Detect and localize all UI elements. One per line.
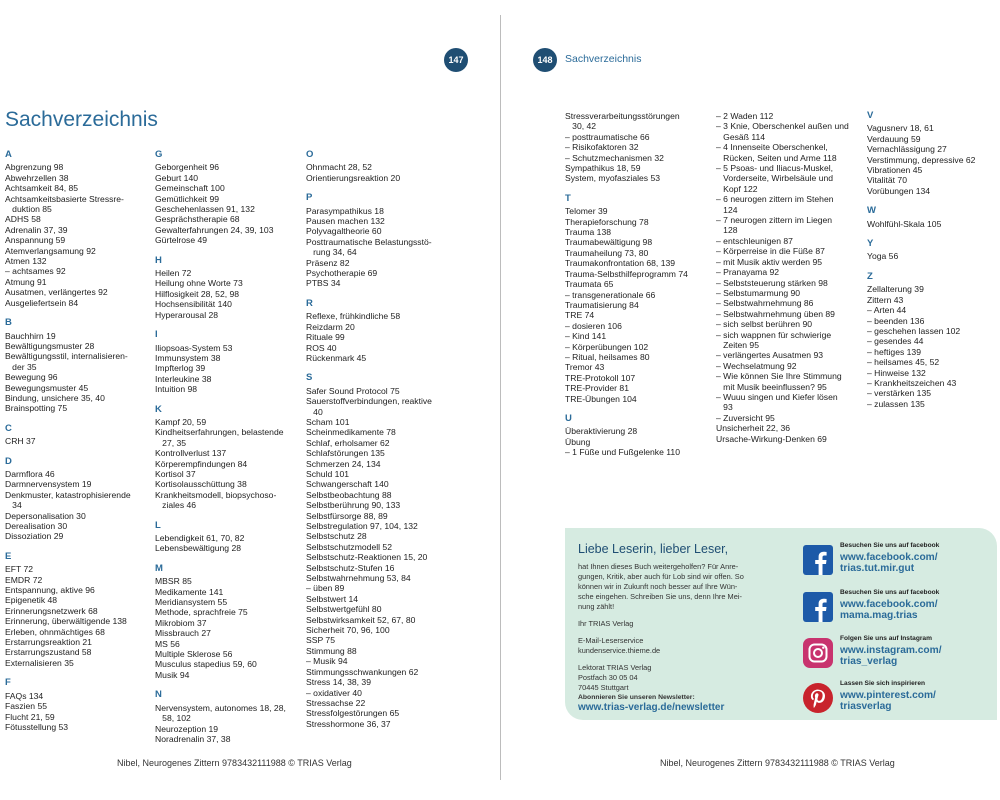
index-entry: 40 <box>306 406 323 417</box>
index-entry: Geschehenlassen 91, 132 <box>155 204 255 215</box>
index-entry: 27, 35 <box>155 437 187 448</box>
index-letter-heading: B <box>5 317 12 329</box>
index-letter-heading: P <box>306 192 313 204</box>
index-entry: – Hinweise 132 <box>867 367 926 378</box>
index-entry: Erstarrungsreaktion 21 <box>5 637 92 648</box>
index-entry: ADHS 58 <box>5 214 41 225</box>
index-entry: Entspannung, aktive 96 <box>5 585 95 596</box>
index-entry: Zittern 43 <box>867 294 904 305</box>
index-entry: Kindheitserfahrungen, belastende <box>155 427 284 438</box>
reader-box-line: Ihr TRIAS Verlag <box>578 619 634 628</box>
reader-service-box <box>565 528 997 720</box>
index-entry: Scheinmedikamente 78 <box>306 427 396 438</box>
index-entry: Selbstregulation 97, 104, 132 <box>306 521 418 531</box>
index-entry: – achtsames 92 <box>5 266 66 277</box>
index-entry: – dosieren 106 <box>565 320 622 331</box>
index-entry: Rückenmark 45 <box>306 352 367 363</box>
index-entry: – Zuversicht 95 <box>716 412 775 423</box>
index-entry: Pausen machen 132 <box>306 216 385 227</box>
index-entry: – 4 Innenseite Oberschenkel, <box>716 142 828 153</box>
reader-box-title: Liebe Leserin, lieber Leser, <box>578 542 729 556</box>
index-entry: Brainspotting 75 <box>5 403 68 414</box>
index-entry: – sich selbst berühren 90 <box>716 319 813 330</box>
index-entry: TRE-Übungen 104 <box>565 393 637 404</box>
index-entry: Ohnmacht 28, 52 <box>306 162 372 173</box>
index-entry: Musculus stapedius 59, 60 <box>155 659 257 670</box>
index-entry: Verdauung 59 <box>867 133 921 144</box>
index-entry: Heilung ohne Worte 73 <box>155 278 243 289</box>
index-entry: – Selbstwahrnehmung 86 <box>716 298 814 309</box>
index-entry: Lebensbewältigung 28 <box>155 543 242 554</box>
index-entry: Vibrationen 45 <box>867 165 923 176</box>
social-instagram[interactable] <box>803 635 993 673</box>
index-letter-heading: M <box>155 562 163 574</box>
index-column <box>306 150 456 729</box>
index-entry: Bewegungsmuster 45 <box>5 382 89 393</box>
index-entry: – Wie können Sie Ihre Stimmung <box>716 371 842 382</box>
index-entry: – 2 Waden 112 <box>716 111 774 121</box>
index-entry: ziales 46 <box>155 500 197 511</box>
index-entry: Bewegung 96 <box>5 372 58 383</box>
index-entry: – verstärken 135 <box>867 388 932 399</box>
index-letter-heading: Y <box>867 238 874 250</box>
index-entry: Gürtelrose 49 <box>155 235 208 246</box>
index-entry: – 3 Knie, Oberschenkel außen und <box>716 121 849 132</box>
index-letter-heading: I <box>155 329 158 341</box>
index-entry: – Risikofaktoren 32 <box>565 142 639 153</box>
index-heading: Sachverzeichnis <box>5 108 158 131</box>
index-entry: – 7 neurogen zittern im Liegen <box>716 215 833 226</box>
index-letter-heading: S <box>306 372 313 384</box>
index-entry: Ausatmen, verlängertes 92 <box>5 287 108 298</box>
index-entry: Vorderseite, Wirbelsäule und <box>716 173 834 184</box>
index-letter-heading: L <box>155 519 161 531</box>
index-entry: Stressfolgestörungen 65 <box>306 708 400 719</box>
facebook-icon <box>803 545 833 575</box>
index-entry: Fötusstellung 53 <box>5 721 69 732</box>
index-entry: – üben 89 <box>306 583 345 594</box>
index-entry: – gesendes 44 <box>867 336 924 347</box>
newsletter-label: Abonnieren Sie unseren Newsletter: <box>578 694 695 701</box>
index-entry: Kopf 122 <box>716 183 758 194</box>
index-entry: – Arten 44 <box>867 305 907 316</box>
index-entry: Präsenz 82 <box>306 257 350 268</box>
index-entry: – entschleunigen 87 <box>716 235 793 246</box>
index-letter-heading: K <box>155 403 162 415</box>
index-entry: Selbstschutz-Reaktionen 15, 20 <box>306 552 428 563</box>
index-entry: Impfterlog 39 <box>155 363 206 374</box>
index-entry: Multiple Sklerose 56 <box>155 649 233 660</box>
index-entry: Stressverarbeitungsstörungen <box>565 111 680 121</box>
index-entry: – Selbstwahrnehmung üben 89 <box>716 308 835 319</box>
index-entry: ROS 40 <box>306 342 337 353</box>
index-entry: Erleben, ohnmächtiges 68 <box>5 626 105 637</box>
index-entry: Ursache-Wirkung-Denken 69 <box>716 433 827 444</box>
social-label: Besuchen Sie uns auf facebook <box>840 589 940 596</box>
index-entry: Methode, sprachfreie 75 <box>155 607 248 618</box>
index-entry: Depersonalisation 30 <box>5 510 86 521</box>
index-entry: Zellalterung 39 <box>867 284 924 295</box>
index-letter-heading: E <box>5 550 12 562</box>
index-letter-heading: G <box>155 149 163 160</box>
index-entry: Vernachlässigung 27 <box>867 144 947 155</box>
index-entry: – beenden 136 <box>867 315 925 326</box>
index-entry: Safer Sound Protocol 75 <box>306 385 400 396</box>
index-entry: Flucht 21, 59 <box>5 711 55 722</box>
index-entry: Rücken, Seiten und Arme 118 <box>716 152 837 163</box>
reader-box-line: können wir in Zukunft noch besser auf Ihre Wün- <box>578 582 738 591</box>
index-entry: Vitalität 70 <box>867 175 907 186</box>
index-entry: 124 <box>716 204 738 215</box>
index-entry: EFT 72 <box>5 564 34 575</box>
index-entry: Hilflosigkeit 28, 52, 98 <box>155 288 240 299</box>
index-entry: Achtsamkeitsbasierte Stressre- <box>5 193 124 204</box>
index-entry: Dissoziation 29 <box>5 531 64 542</box>
index-letter-heading: D <box>5 455 12 467</box>
index-entry: – Selbstumarmung 90 <box>716 287 801 298</box>
reader-box-line: Lektorat TRIAS Verlag <box>578 663 652 672</box>
index-entry: Sicherheit 70, 96, 100 <box>306 625 390 636</box>
index-entry: Hyperarousal 28 <box>155 309 219 320</box>
index-entry: Erinnerungsnetzwerk 68 <box>5 605 98 616</box>
index-entry: – Körperreise in die Füße 87 <box>716 246 825 257</box>
reader-box-line: gungen, Kritik, aber auch für Lob sind wir offen. So <box>578 572 744 581</box>
index-entry: – 6 neurogen zittern im Stehen <box>716 194 834 205</box>
index-entry: – Musik 94 <box>306 656 348 667</box>
social-facebook-1[interactable] <box>803 542 993 580</box>
index-entry: SSP 75 <box>306 635 335 646</box>
index-entry: – Ritual, heilsames 80 <box>565 351 650 362</box>
index-letter-heading: H <box>155 254 162 266</box>
running-head: Sachverzeichnis <box>565 53 642 65</box>
index-entry: – heilsames 45, 52 <box>867 357 940 368</box>
index-entry: Interleukine 38 <box>155 373 212 384</box>
index-entry: Gemütlichkeit 99 <box>155 193 220 204</box>
index-entry: Stressachse 22 <box>306 697 366 708</box>
index-entry: Selbstschutzmodell 52 <box>306 541 392 552</box>
index-entry: Überaktivierung 28 <box>565 426 638 437</box>
index-entry: Selbstwert 14 <box>306 593 359 604</box>
reader-box-line: Postfach 30 05 04 <box>578 673 638 682</box>
newsletter-link[interactable]: www.trias-verlag.de/newsletter <box>578 702 725 713</box>
index-entry: – posttraumatische 66 <box>565 131 650 142</box>
index-column <box>716 111 861 444</box>
index-entry: Gesprächstherapie 68 <box>155 214 240 225</box>
index-entry: Erinnerung, überwältigende 138 <box>5 616 127 627</box>
social-label: Folgen Sie uns auf Instagram <box>840 635 932 642</box>
index-column <box>565 111 710 458</box>
index-entry: Polyvagaltheorie 60 <box>306 226 382 237</box>
index-entry: duktion 85 <box>5 204 52 215</box>
index-entry: mit Musik beeinflussen? 95 <box>716 381 827 392</box>
index-entry: – verlängertes Ausatmen 93 <box>716 350 824 361</box>
pinterest-icon <box>803 683 833 713</box>
index-entry: Traumabewältigung 98 <box>565 237 653 248</box>
index-entry: Selbstschutz-Stufen 16 <box>306 562 395 573</box>
index-entry: Darmnervensystem 19 <box>5 479 92 490</box>
index-entry: – oxidativer 40 <box>306 687 362 698</box>
index-entry: Missbrauch 27 <box>155 628 211 639</box>
index-entry: 30, 42 <box>565 121 597 132</box>
instagram-icon <box>803 638 833 668</box>
social-label: Besuchen Sie uns auf facebook <box>840 542 940 549</box>
index-entry: Verstimmung, depressive 62 <box>867 154 976 165</box>
index-entry: Traumatisierung 84 <box>565 299 639 310</box>
index-entry: PTBS 34 <box>306 278 341 289</box>
index-entry: – Selbststeuerung stärken 98 <box>716 277 828 288</box>
index-entry: – mit Musik aktiv werden 95 <box>716 256 823 267</box>
index-letter-heading: V <box>867 110 874 121</box>
index-entry: Geburt 140 <box>155 172 198 183</box>
footer-credit: Nibel, Neurogenes Zittern 9783432111988 © TRIAS Verlag <box>660 758 895 768</box>
index-entry: Atemverlangsamung 92 <box>5 245 96 256</box>
index-entry: Medikamente 141 <box>155 586 224 597</box>
index-entry: Meridiansystem 55 <box>155 597 228 608</box>
index-entry: 128 <box>716 225 738 236</box>
index-entry: Selbstwertgefühl 80 <box>306 604 382 615</box>
index-entry: Atmen 132 <box>5 256 47 267</box>
reader-box-line: sche eingehen. Schreiben Sie uns, denn Ihre Mei- <box>578 592 742 601</box>
index-entry: Yoga 56 <box>867 251 899 262</box>
index-entry: Geborgenheit 96 <box>155 162 220 173</box>
index-entry: der 35 <box>5 361 37 372</box>
page-number-badge: 147 <box>444 48 468 72</box>
index-entry: Traumaheilung 73, 80 <box>565 247 649 258</box>
index-entry: Stresshormone 36, 37 <box>306 718 391 729</box>
index-entry: 34 <box>5 500 22 511</box>
index-entry: FAQs 134 <box>5 690 44 701</box>
index-entry: Derealisation 30 <box>5 521 68 531</box>
index-entry: Orientierungsreaktion 20 <box>306 172 401 183</box>
index-entry: Stimmung 88 <box>306 645 357 656</box>
index-letter-heading: F <box>5 677 11 689</box>
index-entry: – Wuuu singen und Kiefer lösen <box>716 391 838 402</box>
index-entry: System, myofasziales 53 <box>565 173 661 184</box>
index-entry: Externalisieren 35 <box>5 657 74 668</box>
reader-box-line: hat Ihnen dieses Buch weitergeholfen? Für Anre- <box>578 562 739 571</box>
index-entry: Iliopsoas-System 53 <box>155 342 233 353</box>
reader-box-line: kundenservice.thieme.de <box>578 646 661 655</box>
index-entry: – geschehen lassen 102 <box>867 325 961 336</box>
index-entry: Adrenalin 37, 39 <box>5 224 68 235</box>
social-label: Lassen Sie sich inspirieren <box>840 680 926 687</box>
index-entry: – zulassen 135 <box>867 398 925 409</box>
index-entry: Noradrenalin 37, 38 <box>155 733 231 744</box>
index-entry: 93 <box>716 402 733 413</box>
index-entry: Hochsensibilität 140 <box>155 299 232 310</box>
index-column <box>155 150 300 744</box>
index-letter-heading: Z <box>867 270 873 282</box>
index-letter-heading: U <box>565 412 572 424</box>
reader-box-line: nung zählt! <box>578 602 615 611</box>
index-entry: Kortisol 37 <box>155 468 196 479</box>
index-entry: Heilen 72 <box>155 268 192 279</box>
index-entry: Stimmungsschwankungen 62 <box>306 666 419 677</box>
index-entry: – 5 Psoas- und Iliacus-Muskel, <box>716 163 834 174</box>
index-entry: Übung <box>565 436 591 447</box>
index-letter-heading: A <box>5 149 12 160</box>
index-entry: Immunsystem 38 <box>155 352 221 363</box>
index-entry: Traumata 65 <box>565 279 614 290</box>
facebook-icon <box>803 592 833 622</box>
index-entry: Trauma 138 <box>565 227 612 238</box>
reader-box-line: 70445 Stuttgart <box>578 683 629 692</box>
index-entry: Kontrollverlust 137 <box>155 448 227 459</box>
index-entry: Anspannung 59 <box>5 235 66 246</box>
index-entry: Selbstfürsorge 88, 89 <box>306 510 388 521</box>
index-entry: rung 34, 64 <box>306 247 357 258</box>
index-entry: Schuld 101 <box>306 468 350 479</box>
index-entry: Gemeinschaft 100 <box>155 183 225 194</box>
index-entry: Schwangerschaft 140 <box>306 479 389 490</box>
index-entry: Stress 14, 38, 39 <box>306 677 371 688</box>
index-entry: Intuition 98 <box>155 384 198 395</box>
social-url[interactable]: www.facebook.com/ trias.tut.mir.gut <box>840 552 938 574</box>
index-entry: Mikrobiom 37 <box>155 617 207 628</box>
social-url[interactable]: www.facebook.com/ mama.mag.trias <box>840 599 938 621</box>
footer-credit: Nibel, Neurogenes Zittern 9783432111988 © TRIAS Verlag <box>117 758 352 768</box>
index-entry: Telomer 39 <box>565 206 608 217</box>
index-entry: Bewältigungsmuster 28 <box>5 340 95 351</box>
index-entry: Atmung 91 <box>5 276 47 287</box>
index-entry: Bauchhirn 19 <box>5 330 56 341</box>
index-entry: – heftiges 139 <box>867 346 921 357</box>
index-entry: Psychotherapie 69 <box>306 268 378 279</box>
index-entry: Denkmuster, katastrophisierende <box>5 489 131 500</box>
index-entry: – Pranayama 92 <box>716 267 780 278</box>
index-letter-heading: R <box>306 297 313 309</box>
index-entry: Sauerstoffverbindungen, reaktive <box>306 396 432 407</box>
index-entry: Vagusnerv 18, 61 <box>867 123 934 134</box>
index-entry: Kortisolausschüttung 38 <box>155 479 247 490</box>
index-entry: Vorübungen 134 <box>867 185 931 196</box>
index-entry: Trauma-Selbsthilfeprogramm 74 <box>565 268 688 279</box>
reader-box-spacer <box>578 656 778 663</box>
index-entry: Rituale 99 <box>306 332 345 343</box>
index-entry: TRE 74 <box>565 310 595 321</box>
reader-box-spacer <box>578 612 778 619</box>
social-url[interactable]: www.pinterest.com/ triasverlag <box>840 690 936 712</box>
reader-box-spacer <box>578 629 778 636</box>
index-entry: Selbstschutz 28 <box>306 531 367 542</box>
index-entry: Schmerzen 24, 134 <box>306 458 381 469</box>
index-entry: Selbstwahrnehmung 53, 84 <box>306 573 411 584</box>
social-url[interactable]: www.instagram.com/ trias_verlag <box>840 645 942 667</box>
index-letter-heading: T <box>565 192 571 204</box>
index-entry: – Krankheitszeichen 43 <box>867 377 957 388</box>
index-entry: Achtsamkeit 84, 85 <box>5 183 79 194</box>
social-facebook-2[interactable] <box>803 589 993 627</box>
index-entry: Zeiten 95 <box>716 339 759 350</box>
index-entry: Selbstbeobachtung 88 <box>306 489 392 500</box>
index-entry: Abwehrzellen 38 <box>5 172 69 183</box>
index-entry: – Wechselatmung 92 <box>716 360 797 371</box>
index-entry: MS 56 <box>155 638 180 649</box>
index-entry: Sympathikus 18, 59 <box>565 163 641 174</box>
index-entry: – transgenerationale 66 <box>565 289 656 300</box>
index-entry: Parasympathikus 18 <box>306 205 384 216</box>
index-letter-heading: N <box>155 689 162 701</box>
index-entry: Faszien 55 <box>5 701 48 712</box>
index-entry: Bewältigungsstil, internalisieren- <box>5 351 128 362</box>
index-entry: Darmflora 46 <box>5 468 55 479</box>
index-entry: Selbstwirksamkeit 52, 67, 80 <box>306 614 416 625</box>
index-entry: Krankheitsmodell, biopsychoso- <box>155 489 277 500</box>
index-column <box>867 111 997 409</box>
index-entry: Schlaf, erholsamer 62 <box>306 437 390 448</box>
index-entry: Kampf 20, 59 <box>155 416 207 427</box>
index-entry: Nervensystem, autonomes 18, 28, <box>155 702 286 713</box>
index-entry: Gewalterfahrungen 24, 39, 103 <box>155 224 274 235</box>
index-entry: Selbstberührung 90, 133 <box>306 500 401 511</box>
index-entry: 58, 102 <box>155 713 191 724</box>
index-entry: Tremor 43 <box>565 362 605 373</box>
index-entry: Epigenetik 48 <box>5 595 58 606</box>
social-pinterest[interactable] <box>803 680 993 718</box>
index-entry: Scham 101 <box>306 416 350 427</box>
index-entry: – sich wappnen für schwierige <box>716 329 832 340</box>
index-entry: EMDR 72 <box>5 574 43 585</box>
index-entry: – Schutzmechanismen 32 <box>565 152 664 163</box>
index-entry: – Körperübungen 102 <box>565 341 649 352</box>
index-column <box>5 150 145 732</box>
reader-box-line: E-Mail-Leserservice <box>578 636 644 645</box>
index-entry: Gesäß 114 <box>716 131 766 142</box>
index-entry: Therapieforschung 78 <box>565 216 649 227</box>
index-entry: Musik 94 <box>155 669 190 680</box>
index-letter-heading: O <box>306 149 314 160</box>
index-entry: Schlafstörungen 135 <box>306 448 385 459</box>
reader-box-text <box>578 562 778 693</box>
index-entry: Wohlfühl-Skala 105 <box>867 218 942 229</box>
index-entry: CRH 37 <box>5 436 36 447</box>
index-entry: Unsicherheit 22, 36 <box>716 423 791 434</box>
index-entry: Abgrenzung 98 <box>5 162 64 173</box>
index-entry: Erstarrungszustand 58 <box>5 647 92 658</box>
index-entry: – 1 Füße und Fußgelenke 110 <box>565 447 680 458</box>
index-entry: Ausgeliefertsein 84 <box>5 297 79 308</box>
index-letter-heading: C <box>5 422 12 434</box>
index-entry: – Kind 141 <box>565 331 607 342</box>
index-entry: TRE-Protokoll 107 <box>565 372 636 383</box>
index-entry: Reizdarm 20 <box>306 321 355 332</box>
index-entry: Bindung, unsichere 35, 40 <box>5 392 105 403</box>
index-entry: TRE-Provider 81 <box>565 383 629 394</box>
index-entry: Lebendigkeit 61, 70, 82 <box>155 533 245 543</box>
index-entry: Traumakonfrontation 68, 139 <box>565 258 676 269</box>
index-entry: Neurozeption 19 <box>155 723 219 734</box>
spread-divider <box>500 15 501 780</box>
index-entry: Reflexe, frühkindliche 58 <box>306 311 401 322</box>
index-entry: Posttraumatische Belastungsstö- <box>306 236 432 247</box>
index-entry: MBSR 85 <box>155 576 192 587</box>
index-letter-heading: W <box>867 205 876 217</box>
page-number-badge: 148 <box>533 48 557 72</box>
index-entry: Körperempfindungen 84 <box>155 458 248 469</box>
